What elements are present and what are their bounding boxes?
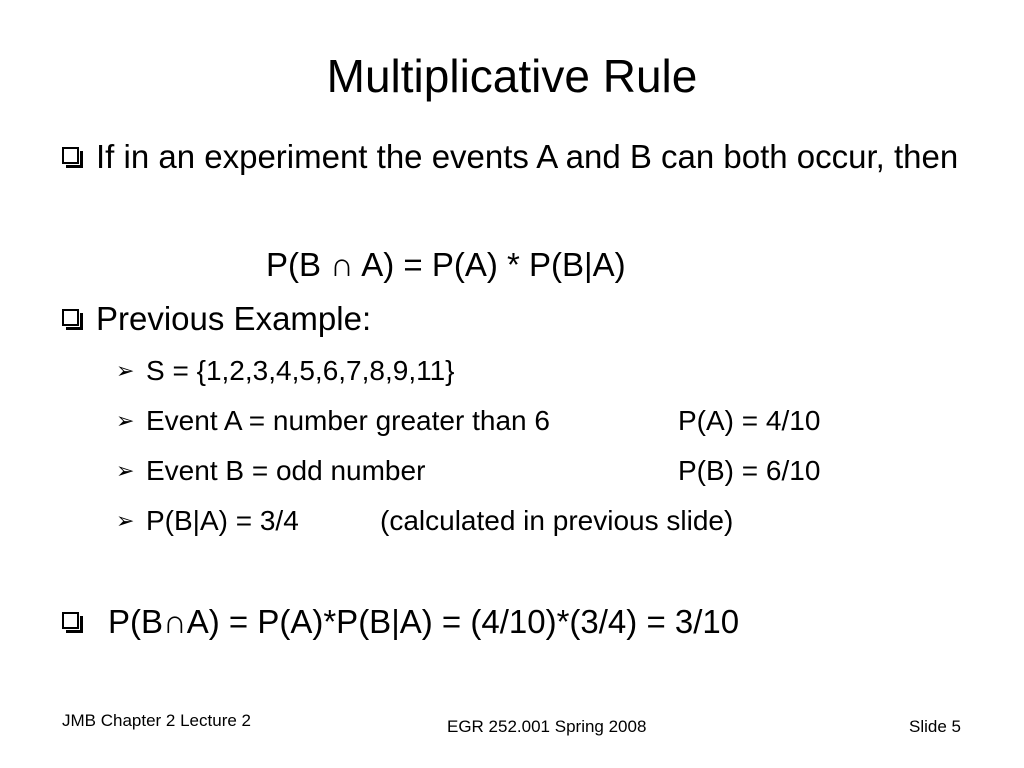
sub-bullet-value: P(B) = 6/10 (678, 455, 821, 486)
multiplicative-formula: P(B ∩ A) = P(A) * P(B|A) (266, 246, 626, 283)
arrowhead-bullet-icon: ➢ (116, 358, 135, 383)
bullet-intro (62, 134, 976, 180)
sub-bullet-text: Event B = odd number (146, 455, 426, 486)
arrowhead-bullet-icon: ➢ (116, 458, 135, 483)
bullet-example (62, 296, 371, 342)
sub-bullet-event-b (116, 452, 820, 490)
slide-title: Multiplicative Rule (326, 50, 698, 102)
arrowhead-bullet-icon: ➢ (116, 508, 135, 533)
bullet-intro-text: If in an experiment the events A and B can both occur, then (96, 138, 959, 175)
sub-bullet-note: (calculated in previous slide) (380, 505, 734, 536)
sub-bullet-event-a (116, 402, 820, 440)
footer-left: JMB Chapter 2 Lecture 2 (62, 711, 251, 730)
arrowhead-bullet-icon: ➢ (116, 408, 135, 433)
sub-bullet-text: S = {1,2,3,4,5,6,7,8,9,11} (146, 355, 455, 386)
checkbox-bullet-icon (62, 134, 86, 180)
sub-bullet-conditional (116, 502, 733, 540)
bullet-result (62, 599, 739, 645)
checkbox-bullet-icon (62, 599, 86, 645)
bullet-example-text: Previous Example: (96, 300, 372, 337)
sub-bullet-text: P(B|A) = 3/4 (146, 505, 299, 536)
bullet-result-text: P(B∩A) = P(A)*P(B|A) = (4/10)*(3/4) = 3/10 (108, 603, 740, 640)
checkbox-bullet-icon (62, 296, 86, 342)
footer-slide-number: Slide 5 (909, 717, 961, 736)
sub-bullet-text: Event A = number greater than 6 (146, 405, 550, 436)
footer-center: EGR 252.001 Spring 2008 (447, 717, 647, 736)
sub-bullet-value: P(A) = 4/10 (678, 405, 821, 436)
sub-bullet-sample-space (116, 352, 455, 390)
